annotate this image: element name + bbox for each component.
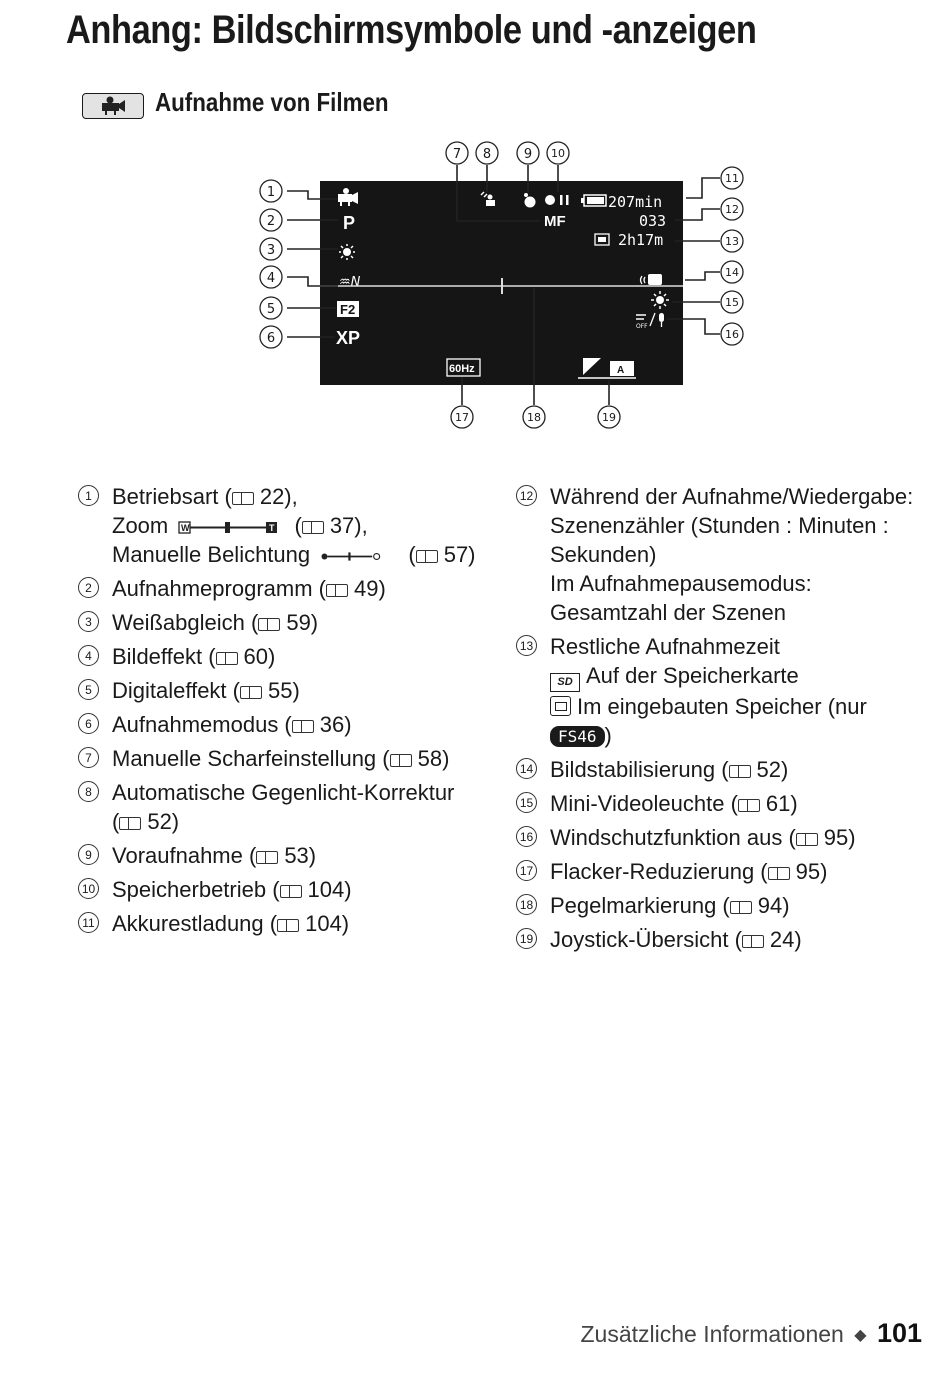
- exposure-bar-icon: [320, 550, 402, 563]
- page-reference: 49): [353, 576, 386, 601]
- legend-number: 2: [78, 577, 99, 598]
- page-reference: 59): [286, 610, 319, 635]
- legend-line: Manuelle Belichtung ( 57): [112, 542, 476, 567]
- legend-number: 11: [78, 912, 99, 933]
- page-reference: 60): [243, 644, 276, 669]
- digital-effect-label: F2: [340, 302, 356, 317]
- callout-14: [721, 261, 743, 283]
- book-icon: [326, 584, 348, 597]
- svg-text:15: 15: [725, 296, 739, 309]
- legend-item-16: [516, 823, 946, 852]
- page-number: 101: [876, 1318, 922, 1348]
- legend-line: [550, 692, 946, 721]
- book-icon: [240, 686, 262, 699]
- legend-number: 10: [78, 878, 99, 899]
- zoom-bar-icon: [178, 521, 288, 534]
- legend-number: 8: [78, 781, 99, 802]
- callout-2: [260, 209, 282, 231]
- legend-text: Flacker-Reduzierung (: [550, 859, 768, 884]
- svg-text:4: 4: [266, 271, 276, 286]
- legend-number: 12: [516, 485, 537, 506]
- book-icon: [292, 720, 314, 733]
- svg-text:16: 16: [725, 328, 739, 341]
- legend-text: Speicherbetrieb (: [112, 877, 280, 902]
- built-in-memory-icon: [550, 696, 571, 716]
- svg-text:OFF: OFF: [636, 323, 648, 330]
- svg-text:13: 13: [725, 235, 739, 248]
- legend-item-12: [516, 482, 946, 627]
- camera-screen-diagram: [0, 130, 950, 430]
- legend-line: [112, 710, 508, 739]
- callout-8: [476, 142, 498, 164]
- legend-text: Manuelle Belichtung: [112, 542, 317, 567]
- page-reference: 36): [319, 712, 352, 737]
- legend-text: Aufnahmeprogramm (: [112, 576, 326, 601]
- legend-line: [550, 721, 946, 750]
- svg-text:W: W: [181, 523, 190, 533]
- legend-item-5: [78, 676, 508, 705]
- legend-item-8: [78, 778, 508, 836]
- page-reference: 53): [284, 843, 317, 868]
- legend-line: [112, 642, 508, 671]
- legend-line: [112, 574, 508, 603]
- legend-text: Digitaleffekt (: [112, 678, 240, 703]
- svg-text:14: 14: [725, 266, 739, 279]
- footer-bullet: ◆: [854, 1327, 867, 1344]
- legend-line: [550, 925, 946, 954]
- scene-counter: 033: [639, 212, 667, 230]
- legend-text: Im eingebauten Speicher (nur: [577, 694, 867, 719]
- legend-item-13: [516, 632, 946, 750]
- legend-number: 19: [516, 928, 537, 949]
- book-icon: [280, 885, 302, 898]
- callout-17: [451, 406, 473, 428]
- book-icon: [730, 901, 752, 914]
- legend-line: [550, 789, 946, 818]
- model-badge: FS46: [550, 726, 605, 747]
- svg-text:12: 12: [725, 203, 739, 216]
- legend-line: [550, 823, 946, 852]
- svg-text:5: 5: [266, 302, 276, 317]
- movie-camera-icon: [83, 94, 143, 118]
- legend-text: (: [112, 809, 120, 834]
- legend-text: Pegelmarkierung (: [550, 893, 730, 918]
- legend-text: Betriebsart (: [112, 484, 232, 509]
- svg-text:7: 7: [452, 147, 462, 162]
- legend-item-17: [516, 857, 946, 886]
- legend-text: Sekunden): [550, 542, 657, 567]
- svg-text:11: 11: [725, 172, 739, 185]
- legend-number: 16: [516, 826, 537, 847]
- legend-line: [550, 632, 946, 661]
- remaining-time: 2h17m: [618, 231, 664, 249]
- legend-right-column: [516, 482, 946, 959]
- page-reference: 58): [417, 746, 450, 771]
- legend-item-3: [78, 608, 508, 637]
- flicker-label: 60Hz: [449, 363, 475, 375]
- callout-15: [721, 291, 743, 313]
- legend-item-7: [78, 744, 508, 773]
- legend-line: [112, 807, 508, 836]
- page-reference: 52): [147, 809, 180, 834]
- callout-13: [721, 230, 743, 252]
- legend-line: [550, 569, 946, 598]
- page-reference: 61): [765, 791, 798, 816]
- legend-line: [550, 511, 946, 540]
- book-icon: [302, 521, 324, 534]
- legend-text: Während der Aufnahme/Wiedergabe:: [550, 484, 914, 509]
- callout-19: [598, 406, 620, 428]
- legend-text: Gesamtzahl der Szenen: [550, 600, 787, 625]
- legend-line: [550, 598, 946, 627]
- book-icon: [216, 652, 238, 665]
- legend-item-10: [78, 875, 508, 904]
- svg-text:19: 19: [602, 411, 616, 424]
- page-reference: 24): [769, 927, 802, 952]
- legend-number: 5: [78, 679, 99, 700]
- callout-5: [260, 297, 282, 319]
- page-reference: 37),: [329, 513, 368, 538]
- book-icon: [738, 799, 760, 812]
- book-icon: [390, 754, 412, 767]
- book-icon: [277, 919, 299, 932]
- page-reference: 104): [305, 911, 350, 936]
- legend-line: [112, 841, 508, 870]
- recording-mode-label: XP: [336, 328, 361, 348]
- svg-text:3: 3: [266, 243, 276, 258]
- legend-number: 3: [78, 611, 99, 632]
- legend-line: [112, 676, 508, 705]
- legend-text: ): [604, 723, 612, 748]
- legend-text: Zoom: [112, 513, 175, 538]
- focus-mode-label: MF: [544, 213, 566, 230]
- legend-number: 17: [516, 860, 537, 881]
- callout-18: [523, 406, 545, 428]
- callout-7: [446, 142, 468, 164]
- legend-line: Zoom W T ( 37),: [112, 513, 368, 538]
- image-effect-label: ♒N: [339, 275, 361, 290]
- page-footer: [580, 1318, 922, 1349]
- callout-12: [721, 198, 743, 220]
- book-icon: [258, 618, 280, 631]
- book-icon: [256, 851, 278, 864]
- page-reference: 52): [756, 757, 789, 782]
- book-icon: [416, 550, 438, 563]
- legend-number: 13: [516, 635, 537, 656]
- legend-text: Weißabgleich (: [112, 610, 259, 635]
- callout-10: [547, 142, 569, 164]
- callout-6: [260, 326, 282, 348]
- legend-text: Voraufnahme (: [112, 843, 257, 868]
- legend-text: Restliche Aufnahmezeit: [550, 634, 780, 659]
- callout-3: [260, 238, 282, 260]
- legend-item-11: [78, 909, 508, 938]
- book-icon: [768, 867, 790, 880]
- legend-number: 18: [516, 894, 537, 915]
- legend-item-6: [78, 710, 508, 739]
- legend-line: [550, 891, 946, 920]
- page-reference: 94): [757, 893, 790, 918]
- legend-text: Aufnahmemodus (: [112, 712, 292, 737]
- footer-section: Zusätzliche Informationen: [580, 1321, 844, 1347]
- legend-line: [112, 482, 508, 511]
- legend-number: 15: [516, 792, 537, 813]
- legend-text: Akkurestladung (: [112, 911, 278, 936]
- legend-text: Manuelle Scharfeinstellung (: [112, 746, 390, 771]
- svg-text:8: 8: [482, 147, 492, 162]
- remaining-battery: 207min: [608, 193, 663, 211]
- callout-9: [517, 142, 539, 164]
- legend-text: Auf der Speicherkarte: [586, 663, 799, 688]
- page-reference: 95): [795, 859, 828, 884]
- legend-line: [112, 909, 508, 938]
- legend-item-19: [516, 925, 946, 954]
- page-title: Anhang: Bildschirmsymbole und -anzeigen: [66, 8, 757, 52]
- legend-number: 6: [78, 713, 99, 734]
- svg-text:1: 1: [266, 185, 276, 200]
- legend-text: Bildstabilisierung (: [550, 757, 729, 782]
- legend-line: [550, 661, 946, 692]
- legend-text: Windschutzfunktion aus (: [550, 825, 796, 850]
- legend-line: [112, 875, 508, 904]
- movie-mode-icon: [82, 93, 144, 119]
- legend-text: Joystick-Übersicht (: [550, 927, 742, 952]
- legend-text: Mini-Videoleuchte (: [550, 791, 738, 816]
- legend-item-1: [78, 482, 508, 569]
- svg-text:17: 17: [455, 411, 469, 424]
- legend-text: Szenenzähler (Stunden : Minuten :: [550, 513, 889, 538]
- legend-left-column: [78, 482, 508, 943]
- book-icon: [742, 935, 764, 948]
- legend-text: Im Aufnahmepausemodus:: [550, 571, 812, 596]
- legend-line: [550, 540, 946, 569]
- book-icon: [119, 817, 141, 830]
- callout-16: [721, 323, 743, 345]
- legend-number: 14: [516, 758, 537, 779]
- legend-number: 9: [78, 844, 99, 865]
- program-label: P: [343, 213, 356, 233]
- svg-text:18: 18: [527, 411, 541, 424]
- legend-item-9: [78, 841, 508, 870]
- page-reference: 22),: [259, 484, 298, 509]
- legend-line: [112, 744, 508, 773]
- legend-line: [550, 482, 946, 511]
- callout-4: [260, 266, 282, 288]
- legend-item-4: [78, 642, 508, 671]
- book-icon: [796, 833, 818, 846]
- legend-line: [112, 608, 508, 637]
- legend-number: 4: [78, 645, 99, 666]
- legend-line: [112, 778, 508, 807]
- callout-11: [721, 167, 743, 189]
- svg-text:A: A: [617, 365, 625, 376]
- svg-text:9: 9: [523, 147, 533, 162]
- svg-text:10: 10: [551, 147, 565, 160]
- svg-text:2: 2: [266, 214, 276, 229]
- legend-text: Bildeffekt (: [112, 644, 216, 669]
- legend-line: [550, 857, 946, 886]
- section-title: Aufnahme von Filmen: [155, 87, 389, 117]
- page-reference: 104): [307, 877, 352, 902]
- callout-1: [260, 180, 282, 202]
- svg-text:T: T: [269, 523, 275, 533]
- page-reference: 55): [267, 678, 300, 703]
- page-reference: 95): [823, 825, 856, 850]
- svg-text:6: 6: [266, 331, 276, 346]
- legend-number: 1: [78, 485, 99, 506]
- book-icon: [729, 765, 751, 778]
- legend-item-15: [516, 789, 946, 818]
- legend-item-2: [78, 574, 508, 603]
- page-reference: 57): [443, 542, 476, 567]
- legend-line: [550, 755, 946, 784]
- legend-number: 7: [78, 747, 99, 768]
- legend-item-18: [516, 891, 946, 920]
- sd-card-icon: SD: [550, 673, 580, 692]
- legend-item-14: [516, 755, 946, 784]
- legend-text: Automatische Gegenlicht-Korrektur: [112, 780, 455, 805]
- book-icon: [232, 492, 254, 505]
